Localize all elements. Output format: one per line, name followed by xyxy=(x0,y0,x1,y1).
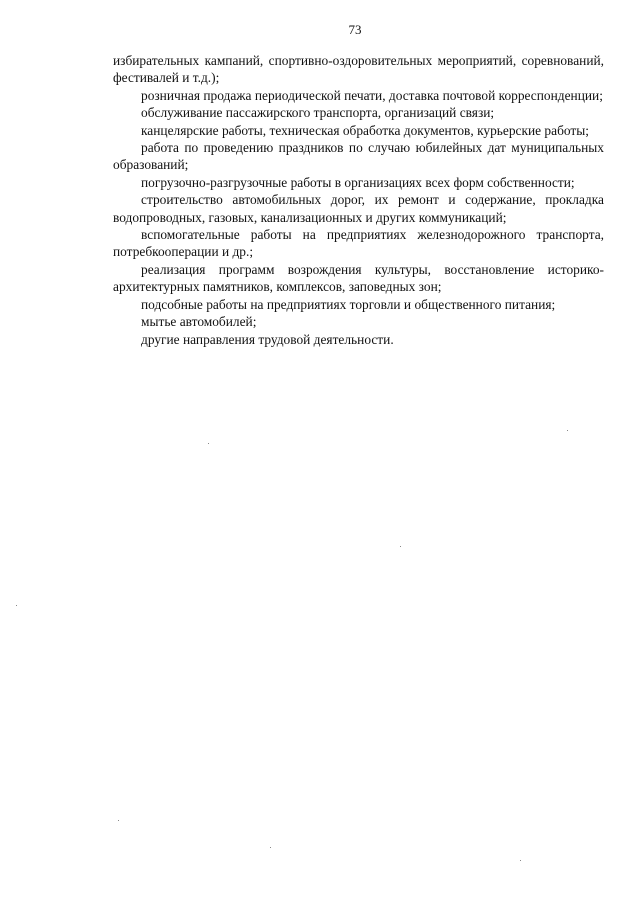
list-item: канцелярские работы, техническая обработка документов, курьерские работы; xyxy=(141,122,589,138)
list-item: розничная продажа периодической печати, доставка почтовой корреспонденции; xyxy=(141,87,603,103)
scan-speck xyxy=(520,860,521,861)
list-item: погрузочно-разгрузочные работы в организациях всех форм собственности; xyxy=(141,174,575,190)
scan-speck xyxy=(208,443,209,444)
page-number: 73 xyxy=(348,22,362,37)
list-item: строительство автомобильных дорог, их ремонт и содержание, прокладка водопроводных, газовых, канализационных и других коммуникаций; xyxy=(113,192,604,225)
list-item: обслуживание пассажирского транспорта, организаций связи; xyxy=(141,105,495,121)
body-text xyxy=(113,52,604,348)
list-item: вспомогательные работы на предприятиях железнодорожного транспорта, потребкооперации и др.; xyxy=(113,227,604,260)
scan-speck xyxy=(16,605,17,606)
scan-speck xyxy=(400,546,401,547)
list-item: мытье автомобилей; xyxy=(141,314,257,330)
scan-speck xyxy=(567,430,568,431)
scan-speck xyxy=(270,847,271,848)
list-item: подсобные работы на предприятиях торговли и общественного питания; xyxy=(141,296,556,312)
list-item: работа по проведению праздников по случаю юбилейных дат муниципальных образований; xyxy=(113,140,604,173)
list-item: реализация программ возрождения культуры, восстановление историко-архитектурных памятников, комплексов, заповедных зон; xyxy=(113,261,604,295)
list-item: другие направления трудовой деятельности. xyxy=(141,331,394,347)
list-item: избирательных кампаний, спортивно-оздоровительных мероприятий, соревнований, фестивалей и т.д.); xyxy=(113,53,604,86)
scan-speck xyxy=(118,820,119,821)
